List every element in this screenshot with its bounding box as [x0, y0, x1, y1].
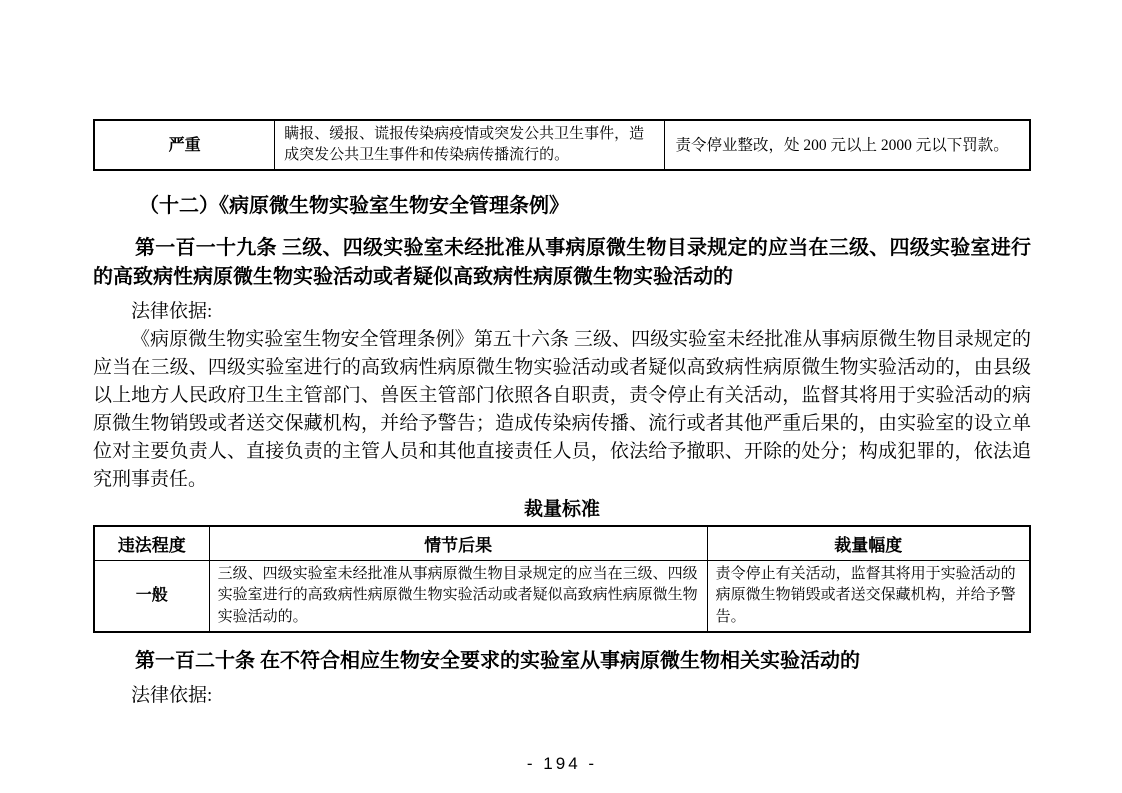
article-119-heading: 第一百一十九条 三级、四级实验室未经批准从事病原微生物目录规定的应当在三级、四级实验室进行的高致病性病原微生物实验活动或者疑似高致病性病原微生物实验活动的 [93, 237, 1031, 288]
legal-basis-label-119: 法律依据: [131, 301, 213, 322]
header-violation-degree: 违法程度 [94, 526, 209, 560]
legal-basis-label-120: 法律依据: [131, 685, 213, 706]
penalty-cell: 责令停业整改，处 200 元以上 2000 元以下罚款。 [664, 120, 1030, 170]
section-heading: （十二）《病原微生物实验室生物安全管理条例》 [139, 195, 569, 217]
page-number: - 194 - [526, 754, 598, 773]
circumstance-cell: 三级、四级实验室未经批准从事病原微生物目录规定的应当在三级、四级实验室进行的高致病性病原微生物实验活动或者疑似高致病性病原微生物实验活动的。 [209, 560, 707, 632]
circumstance-cell: 瞒报、缓报、谎报传染病疫情或突发公共卫生事件，造成突发公共卫生事件和传染病传播流行的。 [275, 120, 664, 170]
discretion-table [93, 525, 1031, 633]
table-row [94, 120, 1030, 170]
degree-cell: 一般 [94, 560, 209, 632]
table-row [94, 560, 1030, 632]
header-discretion-range: 裁量幅度 [707, 526, 1030, 560]
article-120-heading: 第一百二十条 在不符合相应生物安全要求的实验室从事病原微生物相关实验活动的 [135, 650, 860, 672]
table-header-row [94, 526, 1030, 560]
range-cell: 责令停止有关活动，监督其将用于实验活动的病原微生物销毁或者送交保藏机构，并给予警告。 [707, 560, 1030, 632]
penalty-table-top [93, 119, 1031, 171]
severity-cell: 严重 [94, 120, 275, 170]
legal-basis-text-119: 《病原微生物实验室生物安全管理条例》第五十六条 三级、四级实验室未经批准从事病原微生物目录规定的应当在三级、四级实验室进行的高致病性病原微生物实验活动或者疑似高致病性病原微生物实验活动的，由县级以上地方人民政府卫生主管部门、兽医主管部门依照各自职责，责令停止有关活动，监督其将用于实验活动的病原微生物销毁或者送交保藏机构，并给予警告；造成传染病传播、流行或者其他严重后果的，由实验室的设立单位对主要负责人、直接负责的主管人员和其他直接责任人员，依法给予撤职、开除的处分；构成犯罪的，依法追究刑事责任。 [93, 329, 1031, 490]
header-circumstance: 情节后果 [209, 526, 707, 560]
discretion-table-title: 裁量标准 [523, 499, 600, 520]
